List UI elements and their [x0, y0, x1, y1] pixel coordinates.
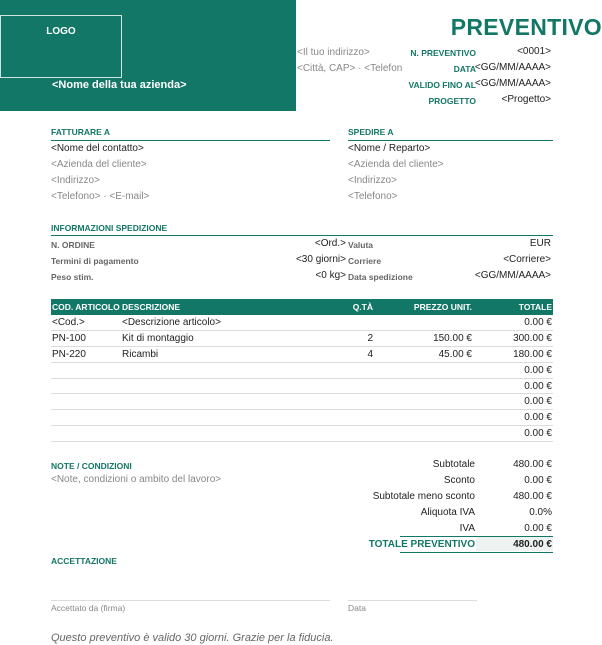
item-qty: [297, 394, 377, 410]
item-desc: Ricambi: [121, 347, 297, 363]
col-qty-header: Q.TÀ: [297, 299, 377, 315]
shipping-info-title: INFORMAZIONI SPEDIZIONE: [51, 223, 168, 233]
item-desc: [121, 378, 297, 394]
item-desc: <Descrizione articolo>: [121, 315, 297, 331]
shipping-info-divider: [51, 235, 553, 236]
item-qty: 4: [297, 347, 377, 363]
item-code: <Cod.>: [51, 315, 121, 331]
item-total: 0.00 €: [473, 394, 553, 410]
bill-to-divider: [51, 140, 330, 141]
ship-to-title: SPEDIRE A: [348, 127, 394, 137]
item-code: [51, 362, 121, 378]
order-number-value: <Ord.>: [314, 238, 346, 249]
date-label: DATA: [453, 64, 476, 74]
weight-label: Peso stim.: [51, 272, 94, 282]
col-total-header: TOTALE: [473, 299, 553, 315]
item-total: 0.00 €: [473, 315, 553, 331]
acceptance-title: ACCETTAZIONE: [51, 556, 117, 566]
item-qty: [297, 426, 377, 442]
item-code: [51, 378, 121, 394]
item-price: [377, 362, 473, 378]
item-code: [51, 410, 121, 426]
tax-label: IVA: [459, 523, 475, 534]
tax-rate-label: Aliquota IVA: [420, 507, 475, 518]
item-desc: [121, 394, 297, 410]
item-qty: [297, 410, 377, 426]
items-header-row: [51, 299, 553, 315]
grand-total-label: TOTALE PREVENTIVO: [368, 539, 475, 550]
item-qty: 2: [297, 331, 377, 347]
ship-to-name: <Nome / Reparto>: [348, 143, 431, 154]
payment-terms-value: <30 giorni>: [295, 254, 346, 265]
project-label: PROGETTO: [428, 96, 476, 106]
item-code: [51, 426, 121, 442]
item-code: PN-100: [51, 331, 121, 347]
payment-terms-label: Termini di pagamento: [51, 256, 139, 266]
item-price: [377, 410, 473, 426]
ship-to-address: <Indirizzo>: [348, 175, 397, 186]
ship-to-phone: <Telefono>: [348, 191, 398, 202]
quote-number-label: N. PREVENTIVO: [410, 48, 476, 58]
subtotal-label: Subtotale: [432, 459, 475, 470]
subtotal-less-discount-value: 480.00 €: [513, 491, 552, 502]
item-desc: [121, 362, 297, 378]
item-desc: Kit di montaggio: [121, 331, 297, 347]
tax-rate-value: 0.0%: [529, 507, 552, 518]
item-price: [377, 426, 473, 442]
item-desc: [121, 426, 297, 442]
table-row: [51, 394, 553, 410]
table-row: [51, 347, 553, 363]
signature-label: Accettato da (firma): [51, 603, 126, 613]
item-total: 0.00 €: [473, 410, 553, 426]
notes-title: NOTE / CONDIZIONI: [51, 461, 132, 471]
valid-until-value: <GG/MM/AAAA>: [474, 78, 551, 89]
header-block: [0, 0, 296, 111]
logo-placeholder: [0, 15, 122, 78]
item-total: 300.00 €: [473, 331, 553, 347]
item-total: 180.00 €: [473, 347, 553, 363]
date-value: <GG/MM/AAAA>: [474, 62, 551, 73]
currency-value: EUR: [529, 238, 551, 249]
item-code: PN-220: [51, 347, 121, 363]
item-price: 45.00 €: [377, 347, 473, 363]
col-desc-header: DESCRIZIONE: [121, 299, 297, 315]
item-total: 0.00 €: [473, 378, 553, 394]
discount-label: Sconto: [443, 475, 475, 486]
grand-total-bottom-divider: [400, 552, 553, 553]
weight-value: <0 kg>: [315, 270, 346, 281]
currency-label: Valuta: [348, 240, 374, 250]
document-title: PREVENTIVO: [450, 14, 602, 40]
bill-to-phone-email: <Telefono> · <E-mail>: [51, 191, 150, 202]
bill-to-address: <Indirizzo>: [51, 175, 100, 186]
acceptance-date-label: Data: [348, 603, 366, 613]
item-qty: [297, 378, 377, 394]
item-total: 0.00 €: [473, 362, 553, 378]
signature-line: [51, 600, 330, 601]
subtotal-value: 480.00 €: [513, 459, 552, 470]
item-qty: [297, 362, 377, 378]
item-desc: [121, 410, 297, 426]
bill-to-company: <Azienda del cliente>: [51, 159, 147, 170]
tax-value: 0.00 €: [524, 523, 552, 534]
ship-date-value: <GG/MM/AAAA>: [474, 270, 551, 281]
carrier-label: Corriere: [348, 256, 382, 266]
table-row: [51, 315, 553, 331]
logo-text: LOGO: [46, 26, 76, 37]
item-code: [51, 394, 121, 410]
ship-date-label: Data spedizione: [348, 272, 413, 282]
carrier-value: <Corriere>: [503, 254, 551, 265]
grand-total-value: 480.00 €: [513, 539, 552, 550]
table-row: [51, 378, 553, 394]
discount-value: 0.00 €: [524, 475, 552, 486]
item-price: 150.00 €: [377, 331, 473, 347]
table-row: [51, 426, 553, 442]
ship-to-company: <Azienda del cliente>: [348, 159, 444, 170]
bill-to-contact: <Nome del contatto>: [51, 143, 144, 154]
item-qty: [297, 315, 377, 331]
item-price: [377, 315, 473, 331]
table-row: [51, 362, 553, 378]
col-price-header: PREZZO UNIT.: [377, 299, 473, 315]
table-row: [51, 331, 553, 347]
item-price: [377, 394, 473, 410]
quote-number-value: <0001>: [517, 46, 551, 57]
footer-note: Questo preventivo è valido 30 giorni. Grazie per la fiducia.: [51, 632, 334, 644]
item-price: [377, 378, 473, 394]
order-number-label: N. ORDINE: [51, 240, 95, 250]
notes-placeholder: <Note, condizioni o ambito del lavoro>: [51, 474, 222, 485]
company-address: <Il tuo indirizzo>: [297, 47, 370, 58]
valid-until-label: VALIDO FINO AL: [408, 80, 476, 90]
company-city-phone: <Città, CAP> · <Telefon: [297, 63, 403, 74]
date-line: [348, 600, 477, 601]
item-total: 0.00 €: [473, 426, 553, 442]
col-code-header: COD. ARTICOLO: [51, 299, 121, 315]
project-value: <Progetto>: [501, 94, 551, 105]
table-row: [51, 410, 553, 426]
subtotal-less-discount-label: Subtotale meno sconto: [372, 491, 475, 502]
bill-to-title: FATTURARE A: [51, 127, 111, 137]
ship-to-divider: [348, 140, 553, 141]
items-table: [51, 299, 553, 442]
company-name: <Nome della tua azienda>: [52, 79, 187, 91]
